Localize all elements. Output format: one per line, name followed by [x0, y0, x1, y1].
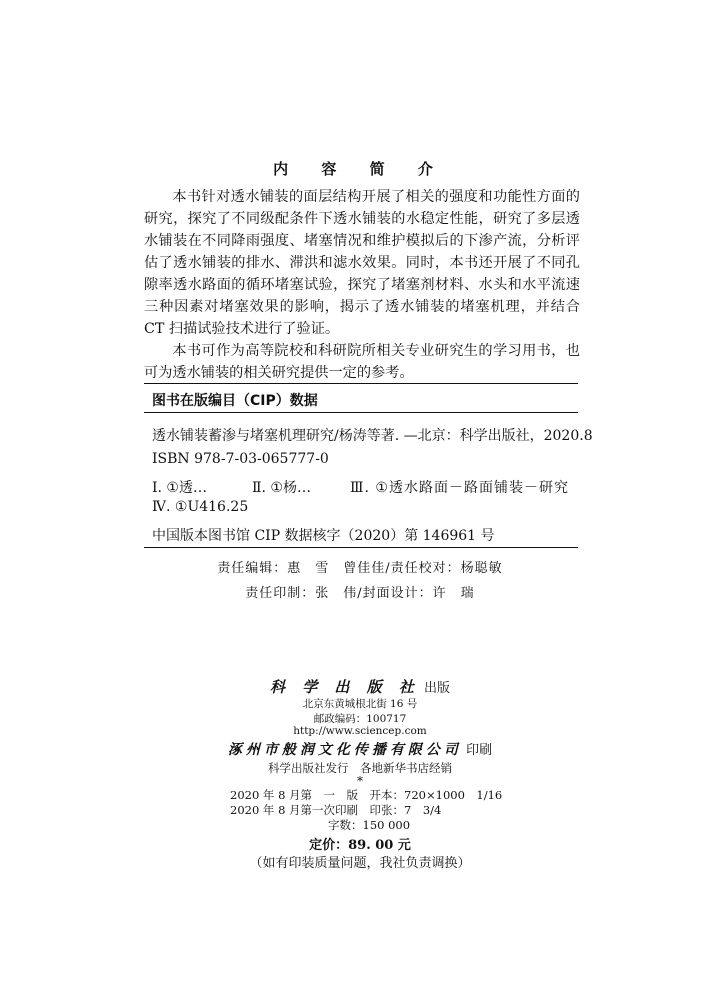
printer-suffix: 印刷 [466, 743, 493, 758]
cip-class-2: Ⅱ. ①杨… [252, 480, 311, 496]
printing-line: 2020 年 8 月第一次印刷 印张：7 3/4 [230, 803, 442, 817]
publisher-postcode: 邮政编码：100717 [313, 713, 407, 725]
cip-record: 透水铺装蓄渗与堵塞机理研究/杨涛等著. —北京：科学出版社，2020.8 [152, 428, 593, 444]
publisher-address: 北京东黄城根北街 16 号 [302, 698, 418, 710]
cip-isbn: ISBN 978-7-03-065777-0 [152, 451, 329, 467]
printer-name: 涿州市般润文化传播有限公司 [227, 742, 462, 758]
summary-body [144, 186, 580, 384]
credits-printing-line: 责任印制：张 伟/封面设计：许 瑞 [245, 586, 475, 601]
publisher-name: 科 学 出 版 社 [269, 678, 420, 696]
cip-verify-number: 中国版本图书馆 CIP 数据核字（2020）第 146961 号 [152, 528, 495, 544]
summary-heading: 内 容 简 介 [273, 160, 447, 178]
publisher-line [0, 676, 720, 697]
printer-line [0, 739, 720, 759]
cip-bottom-rule [144, 547, 578, 548]
edition-line: 2020 年 8 月第 一 版 开本：720×1000 1/16 [230, 788, 503, 802]
distribution-line: 科学出版社发行 各地新华书店经销 [268, 761, 452, 775]
cip-top-rule [144, 383, 578, 384]
separator-star: * [357, 774, 363, 788]
cip-heading: 图书在版编目（CIP）数据 [152, 393, 318, 409]
word-count: 字数：150 000 [328, 818, 411, 832]
cip-class-1: Ⅰ. ①透… [152, 480, 207, 496]
summary-paragraph-1: 本书针对透水铺装的面层结构开展了相关的强度和功能性方面的研究，探究了不同级配条件下透水铺装的水稳定性能，研究了多层透水铺装在不同降雨强度、堵塞情况和维护模拟后的下渗产流，分析评估了透水铺装的排水、滞洪和滤水效果。同时，本书还开展了不同孔隙率透水路面的循环堵塞试验，探究了堵塞剂材料、水头和水平流速三种因素对堵塞效果的影响，揭示了透水铺装的堵塞机理，并结合 CT 扫描试验技术进行了验证。 [144, 189, 580, 337]
publisher-website: http://www.sciencep.com [293, 725, 427, 737]
cip-heading-rule [144, 412, 578, 413]
price: 定价：89. 00 元 [309, 838, 411, 853]
cip-class-4: Ⅳ. ①U416.25 [152, 499, 249, 515]
credits-editor-line: 责任编辑：惠 雪 曾佳佳/责任校对：杨聪敏 [217, 561, 503, 576]
summary-paragraph-2: 本书可作为高等院校和科研院所相关专业研究生的学习用书，也可为透水铺装的相关研究提供一定的参考。 [144, 343, 580, 381]
cip-classification [152, 477, 582, 497]
quality-notice: （如有印装质量问题，我社负责调换） [249, 856, 471, 871]
cip-class-3: Ⅲ. ①透水路面－路面铺装－研究 [350, 480, 569, 496]
publisher-suffix: 出版 [424, 681, 451, 696]
